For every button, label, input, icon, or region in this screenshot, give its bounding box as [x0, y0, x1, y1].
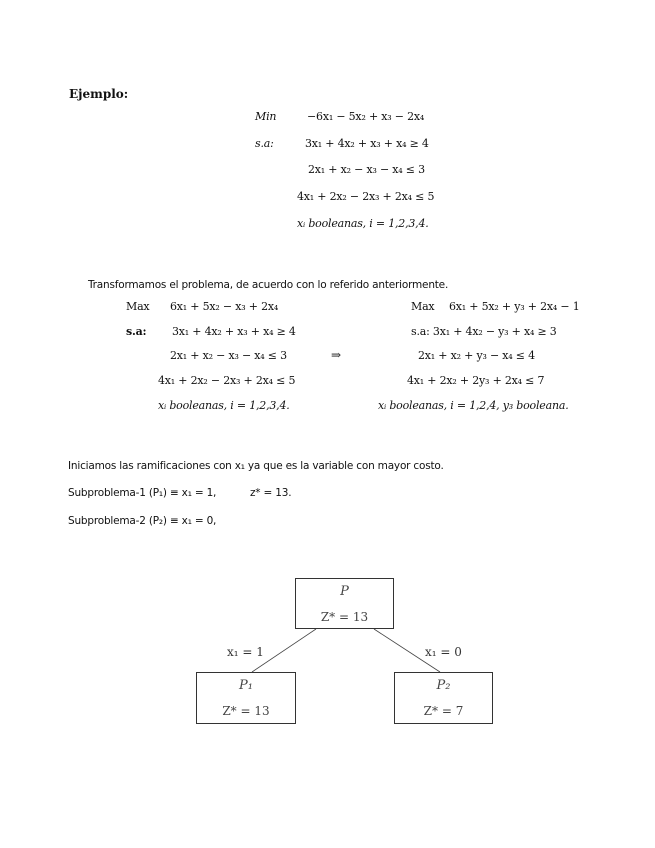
left-constraint-4: xᵢ booleanas, i = 1,2,3,4.	[158, 399, 290, 412]
subproblem-1-z: z* = 13.	[250, 487, 292, 499]
example-min-label: Min	[255, 110, 277, 123]
example-constraint-4: xᵢ booleanas, i = 1,2,3,4.	[297, 217, 429, 230]
root-node-value: Z* = 13	[320, 610, 369, 624]
left-constraint-2: 2x₁ + x₂ − x₃ − x₄ ≤ 3	[170, 349, 287, 362]
left-constraint-3: 4x₁ + 2x₂ − 2x₃ + 2x₄ ≤ 5	[158, 374, 296, 387]
right-constraint-4: xᵢ booleanas, i = 1,2,4, y₃ booleana.	[378, 399, 569, 412]
right-edge-label: x₁ = 0	[425, 645, 462, 659]
right-constraint-3: 4x₁ + 2x₂ + 2y₃ + 2x₄ ≤ 7	[407, 374, 545, 387]
right-constraint-2: 2x₁ + x₂ + y₃ − x₄ ≤ 4	[418, 349, 535, 362]
example-constraint-2: 2x₁ + x₂ − x₃ − x₄ ≤ 3	[308, 163, 425, 176]
example-heading: Ejemplo:	[69, 87, 129, 101]
example-sa-label: s.a:	[255, 137, 274, 150]
root-node-label: P	[340, 584, 349, 599]
left-node-label: P₁	[239, 678, 253, 693]
left-edge-label: x₁ = 1	[227, 645, 264, 659]
subproblem-1: Subproblema-1 (P₁) ≡ x₁ = 1,	[68, 487, 217, 499]
right-constraint-1: s.a: 3x₁ + 4x₂ − y₃ + x₄ ≥ 3	[411, 325, 557, 338]
tree-root-node	[295, 578, 394, 629]
right-node-value: Z* = 7	[423, 704, 464, 718]
branching-intro: Iniciamos las ramificaciones con x₁ ya que es la variable con mayor costo.	[68, 460, 444, 472]
left-max-label: Max	[126, 300, 150, 313]
right-objective: 6x₁ + 5x₂ + y₃ + 2x₄ − 1	[449, 300, 580, 313]
example-constraint-3: 4x₁ + 2x₂ − 2x₃ + 2x₄ ≤ 5	[297, 190, 435, 203]
left-sa-label: s.a:	[126, 325, 147, 338]
tree-left-node	[196, 672, 296, 724]
right-max-label: Max	[411, 300, 435, 313]
transform-intro: Transformamos el problema, de acuerdo con lo referido anteriormente.	[88, 279, 449, 291]
tree-right-node	[394, 672, 493, 724]
left-constraint-1: 3x₁ + 4x₂ + x₃ + x₄ ≥ 4	[172, 325, 296, 338]
subproblem-2: Subproblema-2 (P₂) ≡ x₁ = 0,	[68, 515, 217, 527]
right-node-label: P₂	[436, 678, 451, 693]
left-node-value: Z* = 13	[222, 704, 270, 718]
example-objective: −6x₁ − 5x₂ + x₃ − 2x₄	[307, 110, 425, 123]
example-constraint-1: 3x₁ + 4x₂ + x₃ + x₄ ≥ 4	[305, 137, 429, 150]
left-objective: 6x₁ + 5x₂ − x₃ + 2x₄	[170, 300, 279, 313]
implies-arrow: ⇒	[331, 348, 342, 362]
